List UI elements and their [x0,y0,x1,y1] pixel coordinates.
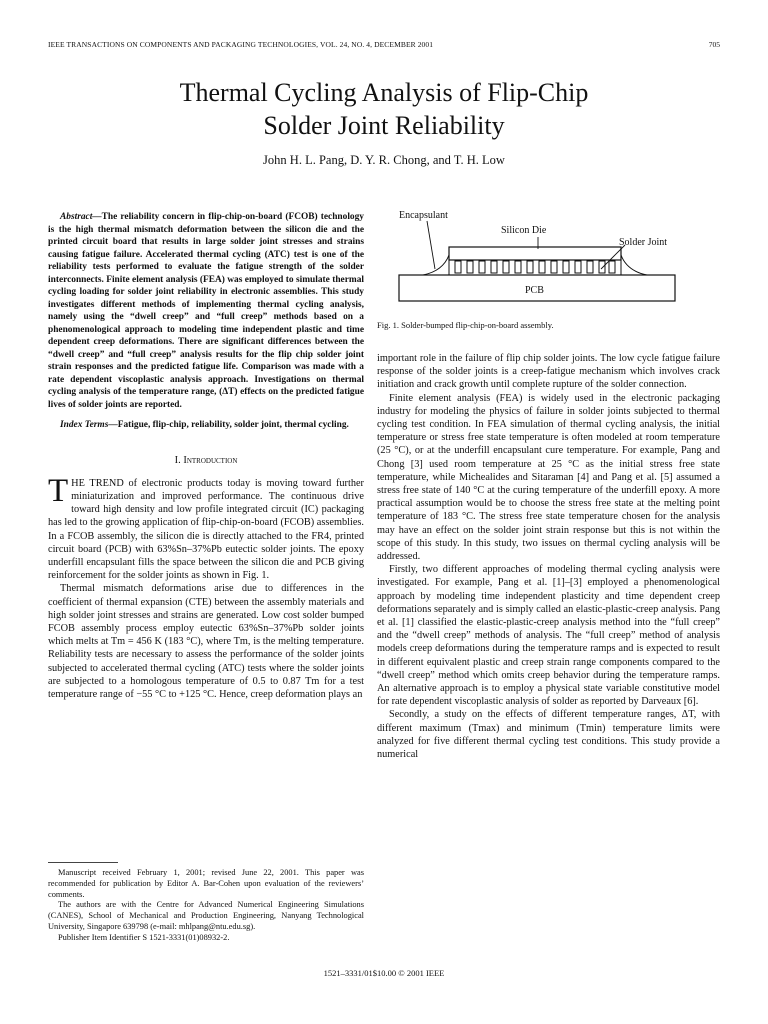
intro-paragraph-1-text: HE TREND of electronic products today is moving toward further miniaturization and improved performance. The continuous drive toward high density and low profile integrated circuit (IC) packaging has led to the growing application of flip-chip-on-board (FCOB) assemblies. In a FCOB assembly, the silicon die is directly attached to the FR4, printed circuit board (PCB) with 63%Sn–37%Pb eutectic solder joints. The epoxy underfill encapsulant fills the space between the silicon die and PCB giving reinforcement for the solder joints as shown in Fig. 1. [48,477,364,582]
index-terms-text: Fatigue, flip-chip, reliability, solder joint, thermal cycling. [117,420,349,430]
encapsulant-fillet-left [423,255,449,275]
right-column [377,352,720,761]
footnote-affiliation: The authors are with the Centre for Advanced Numerical Engineering Simulations (CANES), School of Mechanical and Production Engineering, Nanyang Technological University, Singapore 639798 (e-mail: mhlpang@ntu.edu.sg). [48,900,364,931]
left-column [48,211,364,701]
footnotes [48,868,364,944]
leader-encapsulant [427,221,435,269]
encapsulant-fillet-right [621,255,647,275]
right-paragraph-4: Secondly, a study on the effects of different temperature ranges, ΔT, with different maximum (Tmax) and minimum (Tmin) temperature limits were analyzed for five different thermal cycling test conditions. This study provide a numerical [377,709,720,761]
abstract-text: The reliability concern in flip-chip-on-board (FCOB) technology is the high thermal mismatch deformation between the silicon die and the printed circuit board that results in large solder joint stresses and strains causing fatigue failure. Accelerated thermal cycling (ATC) test is one of the reliability tests performed to evaluate the fatigue strength of the solder interconnects. Finite element analysis (FEA) was employed to simulate thermal cycling loading for solder joint reliability in electronic assemblies. This study investigates different methods of implementing thermal cycling analysis, namely using the “dwell creep” and “full creep” methods based on a phenomenological approach to modeling time independent plastic and time dependent creep deformations. There are significant differences between the “dwell creep” and “full creep” analysis results for the flip chip solder joint strain responses and the predicted fatigue life. Comparison was made with a rate dependent viscoplastic analysis approach. Investigations on thermal cycling analysis of the temperature range, (ΔT) effects on the predicted fatigue lives of solder joints are reported. [48,212,364,410]
copyright-footer: 1521–3331/01$10.00 © 2001 IEEE [323,968,445,978]
abstract [48,211,364,411]
figure-1 [393,205,683,315]
title-line-1: Thermal Cycling Analysis of Flip-Chip [179,78,589,107]
label-pcb: PCB [525,285,544,296]
footnote-manuscript: Manuscript received February 1, 2001; revised June 22, 2001. This paper was recommended for publication by Editor A. Bar-Cohen upon evaluation of the reviewers’ comments. [48,868,364,899]
figure-1-caption: Fig. 1. Solder-bumped flip-chip-on-board assembly. [377,320,554,330]
label-solder-joint: Solder Joint [619,237,668,248]
footnote-divider [48,862,118,863]
right-paragraph-2: Finite element analysis (FEA) is widely used in the electronic packaging industry for modeling the physics of failure in solder joints subjected to thermal cycling test condition. In FEA simulation of thermal cycling analysis, the initial temperature or stress free state temperature is often modeled at room temperature (25 °C), or at the underfill encapsulant cure temperature. For example, Pang and Chong [3] used room temperature at 25 °C as the initial stress free state temperature, while Michealides and Sitaraman [4] and Pang et al. [5] assumed a stress free state of 140 °C at the curing temperature of the underfill epoxy. A more practical assumption would be to choose the stress free state at the melting point temperature of 183 °C. The stress free state temperature chosen for the analysis may have an effect on the solder joint strain response but this is not within the scope of this study. In this study, two issues on thermal cycling analysis will be addressed. [377,392,720,563]
right-paragraph-3: Firstly, two different approaches of modeling thermal cycling analysis were investigated. For example, Pang et al. [1]–[3] employed a phenomenological approach by modeling time independent plasticity and time dependent creep deformations separately and is simply called an elastic-plastic-creep analysis. Pang et al. [1] classified the elastic-plastic-creep analysis method into the “full creep” and the “dwell creep” methods of analysis. The “full creep” method of analysis models creep deformations during the temperature ramps and is expected to result in different equivalent plastic and creep strain range components compared to the “dwell creep” method which omits creep behavior during the temperature ramps. An alternative approach is to employ a physical state variable constitutive model for rate dependent viscoplastic analysis of solder as reported by Darveaux [6]. [377,564,720,708]
journal-header: IEEE TRANSACTIONS ON COMPONENTS AND PACKAGING TECHNOLOGIES, VOL. 24, NO. 4, DECEMBER 2001 [48,40,434,49]
paper-title [0,76,768,142]
intro-paragraph-1 [48,472,364,583]
page-number: 705 [708,40,720,49]
drop-cap: T [48,472,69,509]
footnote-publisher-id: Publisher Item Identifier S 1521-3331(01)08932-2. [58,932,230,942]
author-list: John H. L. Pang, D. Y. R. Chong, and T. H. Low [263,153,505,167]
label-encapsulant: Encapsulant [399,210,448,221]
flip-chip-assembly-diagram [393,205,683,315]
silicon-die [449,247,621,260]
intro-paragraph-2: Thermal mismatch deformations arise due to differences in the coefficient of thermal expansion (CTE) between the assembly materials and high solder joint stresses and strains are generated. Low cost solder bumped FCOB assembly process employ eutectic 63%Sn–37%Pb solder joints which melts at Tm = 456 K (183 °C), where Tm, is the melting temperature. Reliability tests are necessary to assess the performance of the solder joints subjected to accelerated thermal cycling (ATC) tests where the solder joints are subjected to a homologous temperature of 0.5 to 0.87 Tm for a test temperature range of −55 °C to +125 °C. Hence, creep deformation plays an [48,583,364,700]
solder-joint-array [455,261,615,273]
right-paragraph-1: important role in the failure of flip chip solder joints. The low cycle fatigue failure response of the solder joints is a creep-fatigue mechanism which involves crack initiation and crack growth until complete rupture of the solder connection. [377,353,720,391]
section-heading-introduction: I. Introduction [174,454,238,466]
index-terms-label: Index Terms— [60,420,118,430]
label-silicon-die: Silicon Die [501,225,547,236]
index-terms [48,419,364,432]
title-line-2: Solder Joint Reliability [263,111,505,140]
abstract-label: Abstract— [60,212,102,222]
